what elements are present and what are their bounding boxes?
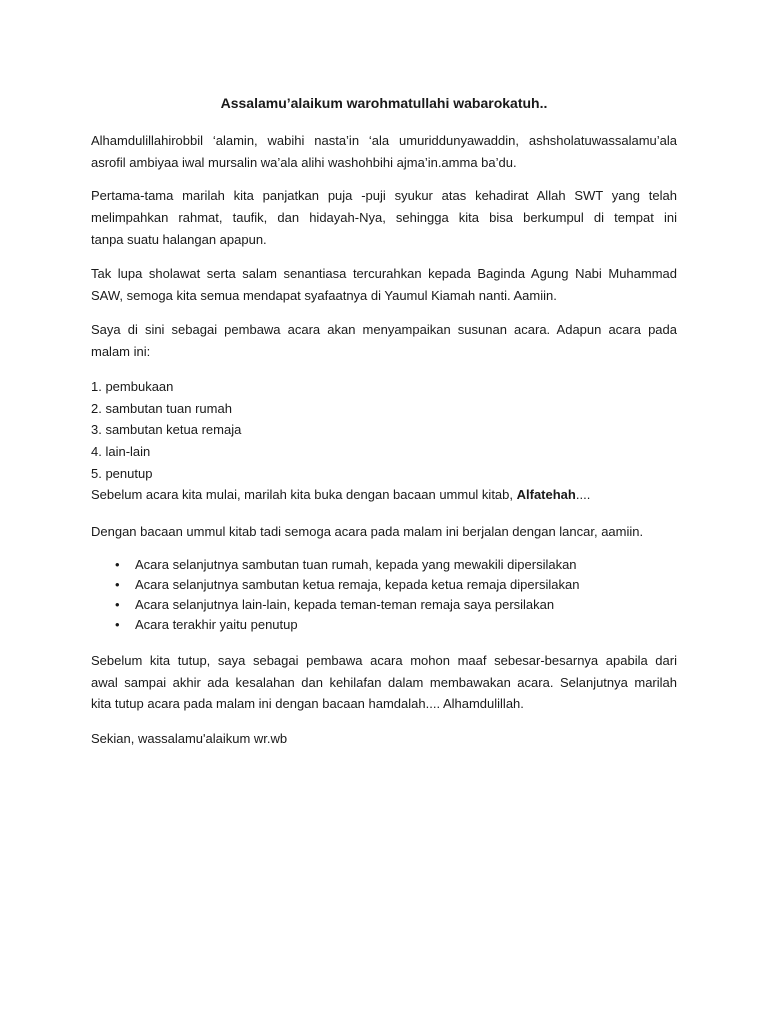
text-line: awal sampai akhir ada kesalahan dan kehilafan dalam membawakan acara. Selanjutnya marilah [91, 674, 677, 690]
bullet-icon: • [115, 597, 120, 612]
opening-prayer-tail: .... [575, 487, 591, 503]
agenda-item: 2. sambutan tuan rumah [91, 400, 232, 416]
bullet-text: Acara selanjutnya sambutan ketua remaja, kepada ketua remaja dipersilakan [135, 577, 580, 592]
paragraph-gratitude [91, 185, 677, 251]
text-line: kita tutup acara pada malam ini dengan bacaan hamdalah.... Alhamdulillah. [91, 696, 524, 711]
bullet-item [91, 615, 677, 635]
text-line: SAW, semoga kita semua mendapat syafaatnya di Yaumul Kiamah nanti. Aamiin. [91, 288, 557, 303]
paragraph-after-prayer [91, 521, 677, 543]
agenda-list [91, 376, 677, 506]
opening-prayer-text: Sebelum acara kita mulai, marilah kita buka dengan bacaan ummul kitab, [91, 487, 517, 503]
bullet-text: Acara selanjutnya sambutan tuan rumah, kepada yang mewakili dipersilakan [135, 557, 577, 572]
bullet-item [91, 555, 677, 575]
bullet-icon: • [115, 577, 120, 592]
text-line: asrofil ambiyaa iwal mursalin wa’ala alihi washohbihi ajma’in.amma ba’du. [91, 155, 517, 170]
bullet-list [91, 555, 677, 635]
text-line: Sebelum kita tutup, saya sebagai pembawa acara mohon maaf sebesar-besarnya apabila dari [91, 653, 677, 668]
paragraph-sholawat [91, 263, 677, 307]
closing-greeting [91, 728, 677, 750]
opening-prayer-bold: Alfatehah [516, 487, 576, 503]
text-line: tanpa suatu halangan apapun. [91, 232, 267, 247]
bullet-text: Acara selanjutnya lain-lain, kepada teman-teman remaja saya persilakan [135, 597, 555, 612]
document-title: Assalamu’alaikum warohmatullahi wabarokatuh.. [220, 95, 548, 111]
paragraph-opening-praise [91, 130, 677, 174]
bullet-icon: • [115, 557, 120, 572]
text-line: Alhamdulillahirobbil ‘alamin, wabihi nasta’in ‘ala umuriddunyawaddin, ashsholatuwassalamu’ala [91, 133, 677, 148]
bullet-item [91, 595, 677, 615]
agenda-item: 5. penutup [91, 465, 153, 481]
text-line: Pertama-tama marilah kita panjatkan puja -puji syukur atas kehadirat Allah SWT yang telah [91, 188, 677, 203]
text-line: malam ini: [91, 344, 151, 359]
bullet-icon: • [115, 617, 120, 632]
paragraph-agenda-intro [91, 319, 677, 363]
opening-prayer-line [91, 484, 677, 506]
bullet-item [91, 575, 677, 595]
bullet-text: Acara terakhir yaitu penutup [135, 617, 298, 632]
agenda-item: 4. lain-lain [91, 444, 151, 460]
text-line: Tak lupa sholawat serta salam senantiasa tercurahkan kepada Baginda Agung Nabi Muhammad [91, 266, 677, 281]
text-line: Sekian, wassalamu'alaikum wr.wb [91, 731, 288, 746]
text-line: melimpahkan rahmat, taufik, dan hidayah-Nya, sehingga kita bisa berkumpul di tempat ini [91, 210, 677, 225]
agenda-item: 3. sambutan ketua remaja [91, 422, 242, 438]
paragraph-apology [91, 650, 677, 715]
agenda-item: 1. pembukaan [91, 379, 174, 394]
text-line: Saya di sini sebagai pembawa acara akan menyampaikan susunan acara. Adapun acara pada [91, 322, 677, 337]
text-line: Dengan bacaan ummul kitab tadi semoga acara pada malam ini berjalan dengan lancar, aamiin. [91, 524, 644, 539]
